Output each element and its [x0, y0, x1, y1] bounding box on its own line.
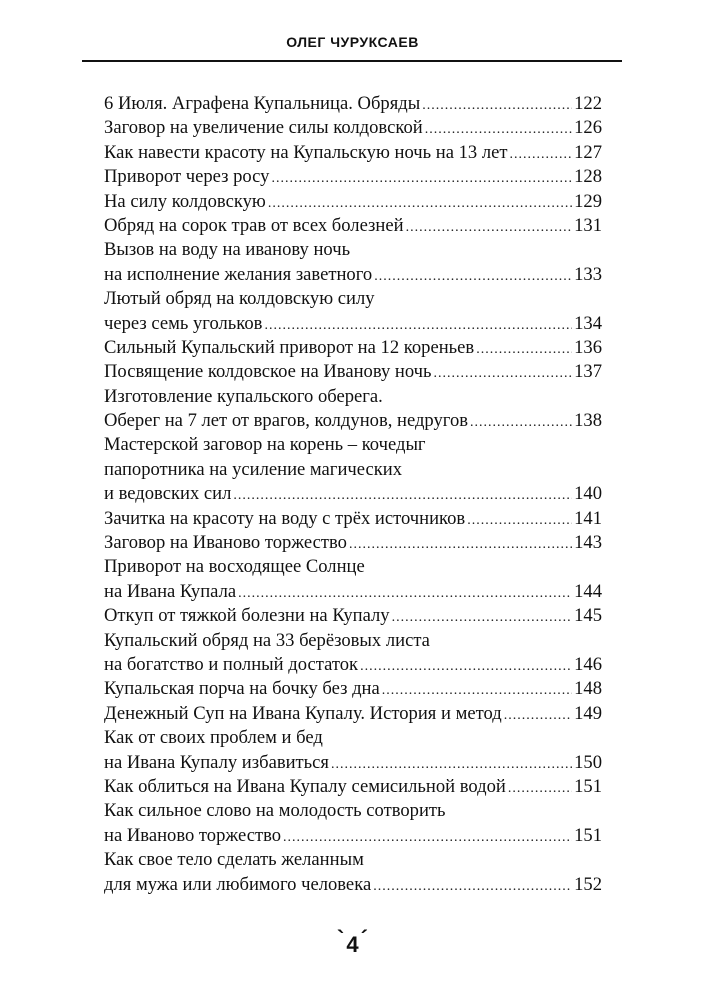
toc-entry: [104, 141, 602, 165]
toc-entry-title: Заговор на увеличение силы колдовской: [104, 117, 423, 139]
toc-dot-leader: [349, 533, 572, 557]
toc-page-number: 127: [574, 141, 602, 163]
toc-page-number: 137: [574, 361, 602, 383]
toc-dot-leader: [508, 777, 572, 801]
toc-page-number: 145: [574, 605, 602, 627]
toc-entry-title: на богатство и полный достаток: [104, 653, 359, 675]
toc-dot-leader: [434, 362, 573, 386]
toc-entry-title: Купальская порча на бочку без дна: [104, 678, 380, 700]
toc-entry-title: Откуп от тяжкой болезни на Купалу: [104, 605, 390, 627]
toc-entry: [104, 312, 602, 336]
toc-page-number: 140: [574, 483, 602, 505]
toc-entry-title: Денежный Суп на Ивана Купалу. История и метод: [104, 702, 502, 724]
folio-tick-right: ´: [360, 926, 368, 951]
toc-entry-title: на Ивана Купалу избавиться: [104, 751, 329, 773]
toc-entry-title: Как облиться на Ивана Купалу семисильной водой: [104, 775, 506, 797]
toc-page-number: 133: [574, 263, 602, 285]
toc-page-number: 151: [574, 824, 602, 846]
toc-entry-title: Лютый обряд на колдовскую силу: [104, 288, 375, 310]
toc-dot-leader: [382, 679, 572, 703]
running-title: ОЛЕГ ЧУРУКСАЕВ: [286, 34, 419, 50]
toc-dot-leader: [392, 606, 573, 630]
toc-entry: [104, 165, 602, 189]
toc-entry-title: Купальский обряд на 33 берёзовых листа: [104, 629, 430, 651]
toc-entry-title: Посвящение колдовское на Иванову ночь: [104, 361, 432, 383]
toc-entry-title: для мужа или любимого человека: [104, 873, 372, 895]
toc-page-number: 143: [574, 532, 602, 554]
toc-entry-title: Приворот через росу: [104, 166, 270, 188]
folio-number: 4: [346, 932, 359, 957]
toc-entry: [104, 214, 602, 238]
toc-entry-continuation: [104, 629, 602, 653]
toc-page-number: 122: [574, 93, 602, 114]
toc-dot-leader: [374, 265, 572, 289]
toc-entry-title: на Ивана Купала: [104, 580, 237, 602]
toc-page-number: 131: [574, 214, 602, 236]
toc-entry-continuation: [104, 238, 602, 262]
toc-dot-leader: [268, 192, 572, 216]
toc-page-number: 136: [574, 336, 602, 358]
toc-entry: [104, 653, 602, 677]
toc-page-number: 138: [574, 410, 602, 432]
toc-dot-leader: [510, 143, 573, 167]
toc-page-number: 134: [574, 312, 602, 334]
toc-entry-title: на Иваново торжество: [104, 824, 282, 846]
toc-dot-leader: [467, 509, 572, 533]
toc-entry-title: Вызов на воду на иванову ночь: [104, 239, 351, 261]
toc-dot-leader: [504, 704, 572, 728]
table-of-contents: [104, 92, 602, 897]
toc-page-number: 141: [574, 507, 602, 529]
toc-entry: [104, 263, 602, 287]
toc-entry: [104, 775, 602, 799]
toc-entry-title: Как сильное слово на молодость сотворить: [104, 800, 446, 822]
toc-entry-title: На силу колдовскую: [104, 190, 266, 212]
toc-entry: [104, 92, 602, 116]
toc-dot-leader: [360, 655, 572, 679]
toc-entry-title: папоротника на усиление магических: [104, 458, 402, 480]
toc-entry: [104, 507, 602, 531]
toc-entry-continuation: [104, 433, 602, 457]
toc-entry-title: через семь угольков: [104, 312, 263, 334]
toc-entry-title: и ведовских сил: [104, 483, 232, 505]
toc-entry: [104, 360, 602, 384]
toc-entry: [104, 409, 602, 433]
toc-page-number: 146: [574, 653, 602, 675]
toc-entry-title: Мастерской заговор на корень – кочедыг: [104, 434, 426, 456]
toc-entry-title: Оберег на 7 лет от врагов, колдунов, недругов: [104, 410, 469, 432]
toc-entry: [104, 116, 602, 140]
toc-entry: [104, 873, 602, 897]
toc-dot-leader: [331, 753, 572, 777]
toc-page-number: 150: [574, 751, 602, 773]
toc-entry-title: Как навести красоту на Купальскую ночь на 13 лет: [104, 141, 508, 163]
toc-entry-title: Обряд на сорок трав от всех болезней: [104, 214, 404, 236]
toc-entry: [104, 677, 602, 701]
toc-entry: [104, 824, 602, 848]
toc-entry-title: Заговор на Иваново торжество: [104, 532, 347, 554]
toc-dot-leader: [425, 118, 572, 142]
toc-entry-continuation: [104, 458, 602, 482]
toc-entry-title: Зачитка на красоту на воду с трёх источников: [104, 507, 466, 529]
toc-dot-leader: [470, 411, 572, 435]
folio-tick-left: `: [337, 926, 345, 951]
toc-dot-leader: [233, 484, 572, 508]
toc-entry-continuation: [104, 555, 602, 579]
toc-page-number: 152: [574, 873, 602, 895]
toc-dot-leader: [238, 582, 572, 606]
toc-entry-title: Как от своих проблем и бед: [104, 727, 323, 749]
toc-page-number: 149: [574, 702, 602, 724]
toc-dot-leader: [373, 875, 572, 899]
toc-page-number: 148: [574, 678, 602, 700]
toc-page-number: 129: [574, 190, 602, 212]
toc-entry: [104, 190, 602, 214]
toc-page-number: 126: [574, 117, 602, 139]
toc-dot-leader: [264, 314, 572, 338]
toc-entry: [104, 482, 602, 506]
toc-entry: [104, 702, 602, 726]
toc-entry-title: Как свое тело сделать желанным: [104, 849, 364, 871]
toc-entry-continuation: [104, 848, 602, 872]
toc-dot-leader: [422, 94, 572, 118]
toc-entry-title: Изготовление купальского оберега.: [104, 385, 383, 407]
toc-entry: [104, 336, 602, 360]
page-number: [0, 926, 705, 958]
toc-entry-continuation: [104, 385, 602, 409]
toc-entry: [104, 531, 602, 555]
toc-dot-leader: [283, 826, 572, 850]
toc-entry-continuation: [104, 799, 602, 823]
toc-entry: [104, 604, 602, 628]
header-rule: [82, 60, 622, 62]
toc-page-number: 144: [574, 580, 602, 602]
toc-entry: [104, 751, 602, 775]
toc-dot-leader: [271, 167, 572, 191]
toc-entry-title: Сильный Купальский приворот на 12 кореньев: [104, 336, 475, 358]
toc-entry-title: Приворот на восходящее Солнце: [104, 556, 365, 578]
toc-dot-leader: [476, 338, 572, 362]
toc-page-number: 128: [574, 166, 602, 188]
toc-entry: [104, 580, 602, 604]
toc-dot-leader: [406, 216, 573, 240]
toc-entry-continuation: [104, 287, 602, 311]
toc-page-number: 151: [574, 775, 602, 797]
toc-entry-title: на исполнение желания заветного: [104, 263, 373, 285]
toc-entry-continuation: [104, 726, 602, 750]
toc-entry-title: 6 Июля. Аграфена Купальница. Обряды: [104, 93, 421, 114]
